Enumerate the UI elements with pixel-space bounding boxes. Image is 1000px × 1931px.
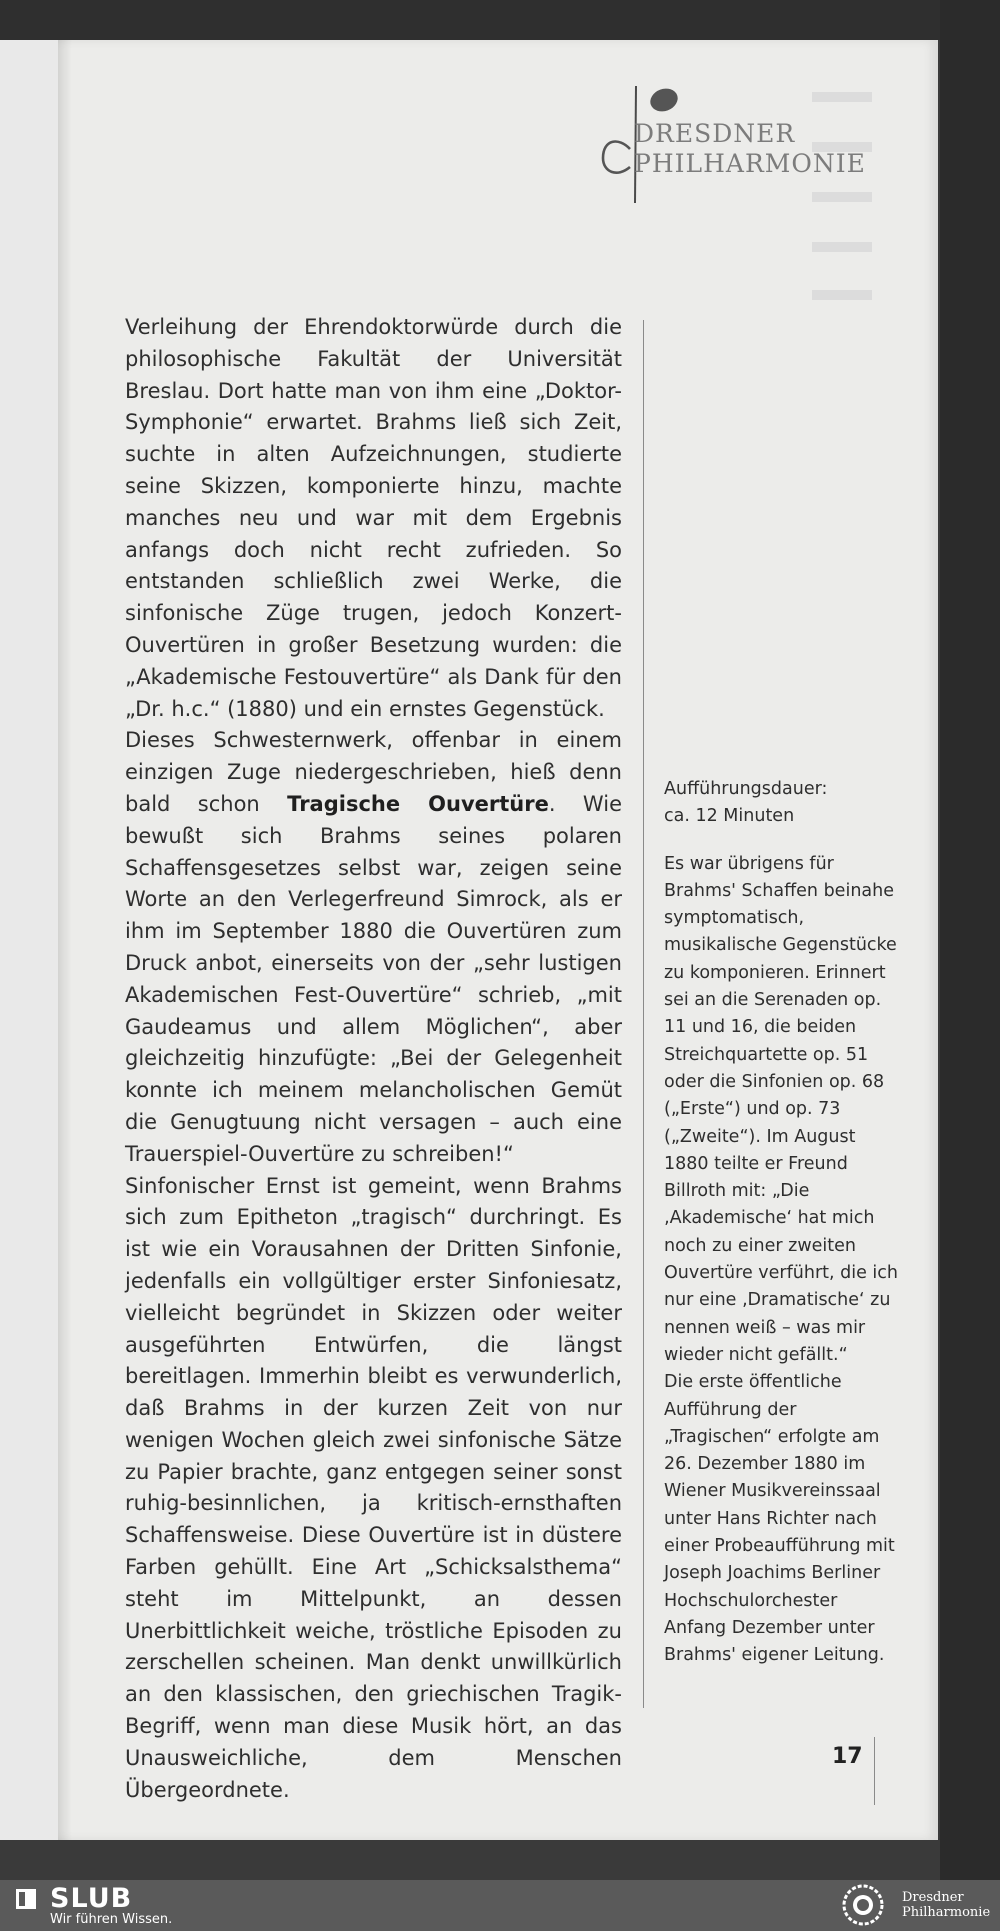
spacer xyxy=(664,831,900,851)
side-note-2: Die erste öffentliche Aufführung der „Tragischen“ erfolgte am 26. Dezember 1880 im Wiener Musikvereinssaal unter Hans Richter nach einer Probeaufführung mit Joseph Joachims Berliner Hochschulorchester Anfang Dezember unter Brahms' eigener Leitung. xyxy=(664,1372,895,1666)
paragraph-2-intro: Dieses Schwesternwerk, offenbar in einem einzigen Zuge niedergeschrieben, hieß denn bald schon xyxy=(125,728,622,816)
work-title: Tragische Ouvertüre xyxy=(287,791,549,816)
paragraph-1: Verleihung der Ehrendoktorwürde durch die philosophische Fakultät der Universität Breslau. Dort hatte man von ihm eine „Doktor-Symphonie“ erwartet. Brahms ließ sich Zeit, suchte in alten Aufzeichnungen, studierte seine Skizzen, komponierte hinzu, machte manches neu und war mit dem Ergebnis anfangs doch nicht recht zufrieden. So entstanden schließlich zwei Werke, die sinfonische Züge trugen, jedoch Konzert-Ouvertüren in großer Besetzung wurden: die „Akademische Festouvertüre“ als Dank für den „Dr. h.c.“ (1880) und ein ernstes Gegenstück. xyxy=(125,315,622,721)
dp-line-1: Dresdner xyxy=(902,1890,964,1905)
page-fold-shadow xyxy=(58,40,72,1840)
slub-book-icon xyxy=(14,1887,38,1911)
slub-tagline: Wir führen Wissen. xyxy=(50,1912,173,1927)
paragraph-2-body: . Wie bewußt sich Brahms seines polaren Schaffensgesetzes selbst war, zeigen seine Worte an den Verlegerfreund Simrock, als er ihm im September 1880 die Ouvertüren zum Druck anbot, einerseits von der „sehr lustigen Akademischen Fest-Ouvertüre“ schrieb, „mit Gaudeamus und allem Möglichen“, aber gleichzeitig hinzufügte: „Bei der Gelegenheit konnte ich meinem melancholischen Gemüt die Genugtuung nicht versagen – auch eine Trauerspiel-Ouvertüre zu schreiben!“ xyxy=(125,791,622,1166)
philharmonie-wordmark xyxy=(902,1890,990,1920)
logo-wordmark xyxy=(634,119,866,179)
page-number-rule xyxy=(874,1737,875,1805)
logo-line-1: DRESDNER xyxy=(634,119,796,148)
main-text-column xyxy=(125,312,622,1806)
duration-value: ca. 12 Minuten xyxy=(664,806,795,827)
slub-name: SLUB xyxy=(50,1883,133,1914)
column-divider xyxy=(643,320,644,1708)
dresdner-philharmonie-logo xyxy=(537,45,877,205)
dp-monogram-icon xyxy=(537,45,637,205)
footer-bar xyxy=(0,1880,1000,1931)
paragraph-3: Sinfonischer Ernst ist gemeint, wenn Brahms sich zum Epitheton „tragisch“ durchringt. Es ist wie ein Vorausahnen der Dritten Sinfonie, jedenfalls ein vollgültiger erster Sinfoniesatz, vielleicht begründet in Skizzen oder weiter ausgeführten Entwürfen, die längst bereitlagen. Immerhin bleibt es verwunderlich, daß Brahms in der kurzen Zeit von nur wenigen Wochen gleich zwei sinfonische Sätze zu Papier brachte, ganz entgegen seiner sonst ruhig-besinnlichen, ja kritisch-ernsthaften Schaffensweise. Diese Ouvertüre ist in düstere Farben gehüllt. Eine Art „Schicksalsthema“ steht im Mittelpunkt, an dessen Unerbittlichkeit weiche, tröstliche Episoden zu zerschellen scheinen. Man denkt unwillkürlich an den klassischen, den griechischen Tragik-Begriff, wenn man diese Musik hört, an das Unausweichliche, dem Menschen Übergeordnete. xyxy=(125,1173,622,1802)
note-head-icon xyxy=(647,85,681,115)
philharmonie-sun-icon xyxy=(842,1884,884,1926)
page-edge-tab xyxy=(812,290,872,300)
facing-page-edge xyxy=(0,40,59,1840)
page-number: 17 xyxy=(832,1744,863,1769)
paragraph-2 xyxy=(125,725,622,1170)
logo-line-2: PHILHARMONIE xyxy=(634,149,866,178)
page-edge-tab xyxy=(812,242,872,252)
scan-background-top xyxy=(0,0,1000,40)
dp-line-2: Philharmonie xyxy=(902,1905,991,1920)
side-note-1: Es war übrigens für Brahms' Schaffen beinahe symptomatisch, musikalische Gegenstücke zu komponieren. Erinnert sei an die Serenaden op. 11 und 16, die beiden Streichquartette op. 51 oder die Sinfonien op. 68 („Erste“) und op. 73 („Zweite“). Im August 1880 teilte er Freund Billroth mit: „Die ‚Akademische‘ hat mich noch zu einer zweiten Ouvertüre verführt, die ich nur eine ‚Dramatische‘ zu nennen weiß – was mir wieder nicht gefällt.“ xyxy=(664,853,898,1365)
sidebar-notes xyxy=(664,776,900,1670)
scan-background-right xyxy=(940,0,1000,1880)
duration-label: Aufführungsdauer: xyxy=(664,779,828,799)
